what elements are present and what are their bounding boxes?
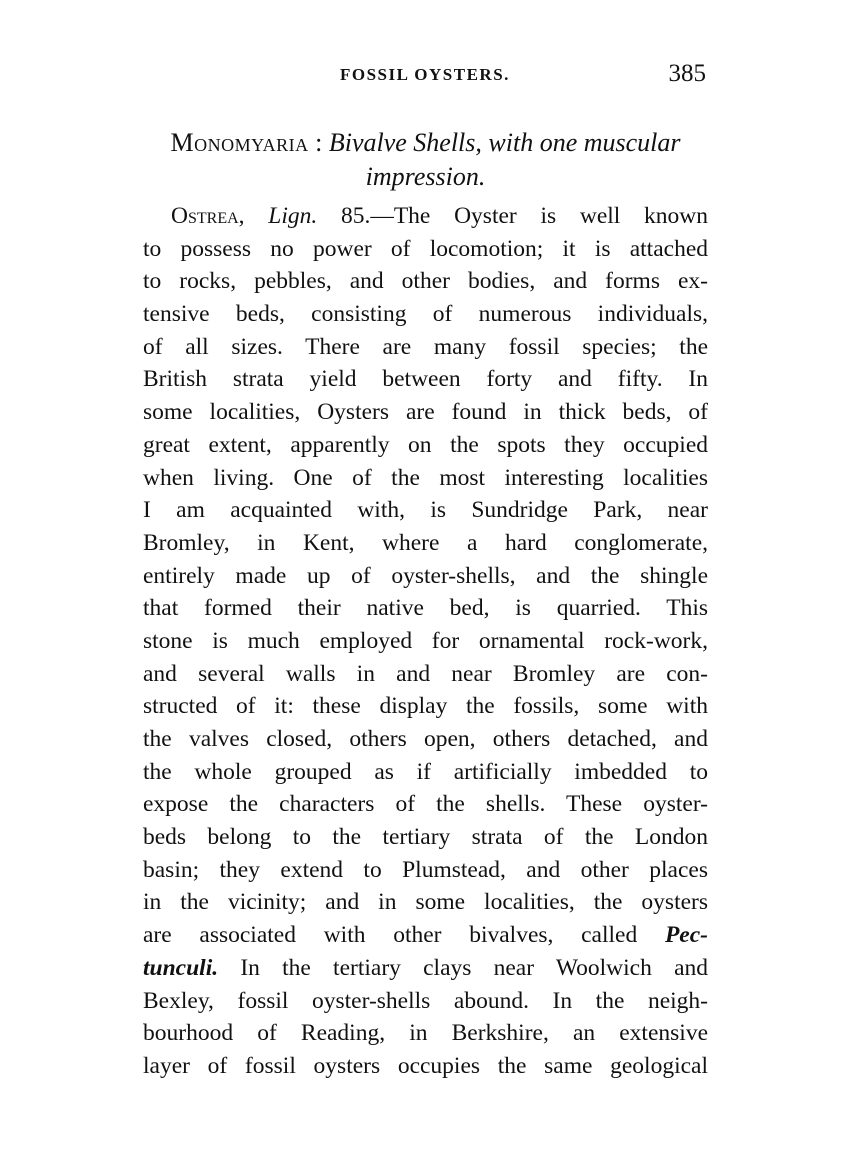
paragraph-line: expose the characters of the shells. These oyster- bbox=[143, 791, 708, 818]
paragraph-line-text: 85.—The Oyster is well known bbox=[317, 203, 708, 229]
running-title: FOSSIL OYSTERS. bbox=[340, 65, 510, 84]
section-colon: : bbox=[308, 128, 329, 157]
section-heading-line-1 bbox=[143, 126, 708, 160]
paragraph-line: basin; they extend to Plumstead, and other places bbox=[143, 856, 708, 883]
author-reference: Lign. bbox=[268, 203, 318, 229]
paragraph-line: when living. One of the most interesting localities bbox=[143, 464, 708, 491]
paragraph-line: great extent, apparently on the spots they occupied bbox=[143, 431, 708, 458]
paragraph-line: and several walls in and near Bromley are con- bbox=[143, 660, 708, 687]
section-title-part-1: Bivalve Shells, with one muscular bbox=[328, 128, 681, 157]
paragraph-line: structed of it: these display the fossils, some with bbox=[143, 693, 708, 720]
genus-name: Ostrea bbox=[171, 203, 239, 229]
paragraph-line: Bexley, fossil oyster-shells abound. In the neigh- bbox=[143, 987, 708, 1014]
paragraph-line bbox=[143, 200, 708, 233]
paragraph-line: entirely made up of oyster-shells, and the shingle bbox=[143, 562, 708, 589]
paragraph-line: the valves closed, others open, others detached, and bbox=[143, 726, 708, 752]
body-paragraph bbox=[143, 200, 708, 1083]
paragraph-line: that formed their native bed, is quarried. This bbox=[143, 595, 708, 622]
running-header bbox=[0, 62, 850, 92]
paragraph-line: layer of fossil oysters occupies the same geological bbox=[143, 1052, 708, 1079]
paragraph-line: bourhood of Reading, in Berkshire, an extensive bbox=[143, 1020, 708, 1047]
paragraph-line bbox=[143, 919, 708, 952]
paragraph-line: in the vicinity; and in some localities, the oysters bbox=[143, 889, 708, 916]
paragraph-line: British strata yield between forty and fifty. In bbox=[143, 366, 708, 393]
genus-separator: , bbox=[238, 203, 269, 229]
paragraph-line: tensive beds, consisting of numerous individuals, bbox=[143, 301, 708, 328]
paragraph-line: of all sizes. There are many fossil species; the bbox=[143, 333, 708, 360]
paragraph-line: stone is much employed for ornamental rock-work, bbox=[143, 627, 708, 654]
paragraph-line: to possess no power of locomotion; it is attached bbox=[143, 235, 708, 262]
paragraph-line: some localities, Oysters are found in thick beds, of bbox=[143, 399, 708, 426]
pectunculi-term-part-2: tunculi. bbox=[143, 954, 219, 981]
page-number: 385 bbox=[668, 60, 706, 87]
section-heading-line-2 bbox=[143, 160, 708, 194]
pectunculi-term-part-1: Pec- bbox=[664, 922, 708, 949]
paragraph-line: Bromley, in Kent, where a hard conglomerate, bbox=[143, 529, 708, 556]
section-title-part-2: impression. bbox=[365, 162, 486, 191]
paragraph-line bbox=[143, 952, 708, 985]
section-label: Monomyaria bbox=[170, 128, 309, 157]
paragraph-line-text: are associated with other bivalves, called bbox=[143, 922, 665, 949]
paragraph-line: beds belong to the tertiary strata of the London bbox=[143, 824, 708, 851]
paragraph-line: I am acquainted with, is Sundridge Park, near bbox=[143, 497, 708, 524]
paragraph-line-text: In the tertiary clays near Woolwich and bbox=[218, 954, 708, 981]
paragraph-line: the whole grouped as if artificially imbedded to bbox=[143, 758, 708, 785]
paragraph-line: to rocks, pebbles, and other bodies, and forms ex- bbox=[143, 268, 708, 295]
section-heading bbox=[143, 126, 708, 194]
